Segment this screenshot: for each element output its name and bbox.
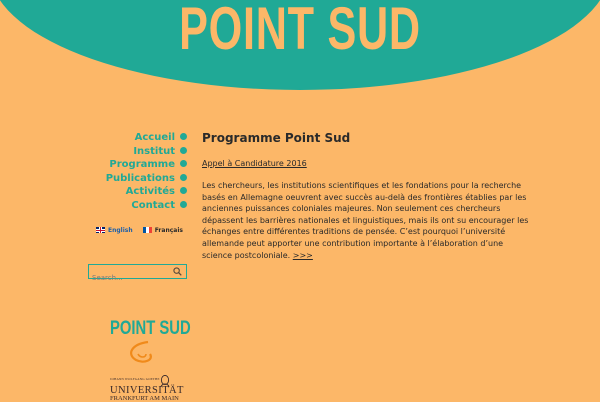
nav-item-activites[interactable]: Activités bbox=[106, 185, 187, 199]
bullet-icon bbox=[180, 174, 187, 181]
logo-swirl-icon bbox=[110, 340, 190, 364]
bullet-icon bbox=[180, 160, 187, 167]
point-sud-logo[interactable]: POINT SUD bbox=[110, 318, 190, 364]
language-french[interactable]: Français bbox=[143, 227, 183, 234]
language-switcher bbox=[96, 227, 191, 234]
main-content bbox=[202, 131, 532, 261]
nav-item-publications[interactable]: Publications bbox=[106, 172, 187, 186]
university-logo[interactable]: JOHANN WOLFGANG GOETHE UNIVERSITÄT FRANKFURT AM MAIN bbox=[110, 377, 184, 402]
search-input[interactable] bbox=[89, 272, 172, 285]
site-title[interactable]: POINT SUD bbox=[179, 0, 421, 62]
intro-paragraph: Les chercheurs, les institutions scientifiques et les fondations pour la recherche basés en Allemagne oeuvrent avec succès au-delà des frontières établies par les anciennes puissances coloniales majeures. Non seulement ces chercheurs dépassent les barrières nationales et linguistiques, mais ils ont su encourager les échanges entre différentes traditions de pensée. C’est pourquoi l’université allemande peut apporter une contribution importante à l’élaboration d’une science postcoloniale. >>> bbox=[202, 181, 529, 260]
search-box bbox=[88, 264, 187, 279]
call-for-applications-link[interactable]: Appel à Candidature 2016 bbox=[202, 159, 307, 168]
bullet-icon bbox=[180, 147, 187, 154]
search-icon[interactable] bbox=[173, 267, 182, 276]
nav-item-institut[interactable]: Institut bbox=[106, 145, 187, 159]
nav-item-accueil[interactable]: Accueil bbox=[106, 131, 187, 145]
france-flag-icon bbox=[143, 227, 152, 233]
main-nav bbox=[106, 131, 187, 212]
bullet-icon bbox=[180, 133, 187, 140]
page-title: Programme Point Sud bbox=[202, 131, 351, 145]
uk-flag-icon bbox=[96, 227, 105, 233]
read-more-link[interactable]: >>> bbox=[292, 250, 313, 260]
nav-item-programme[interactable]: Programme bbox=[106, 158, 187, 172]
language-english[interactable]: English bbox=[96, 227, 133, 234]
nav-item-contact[interactable]: Contact bbox=[106, 199, 187, 213]
bullet-icon bbox=[180, 187, 187, 194]
bullet-icon bbox=[180, 201, 187, 208]
